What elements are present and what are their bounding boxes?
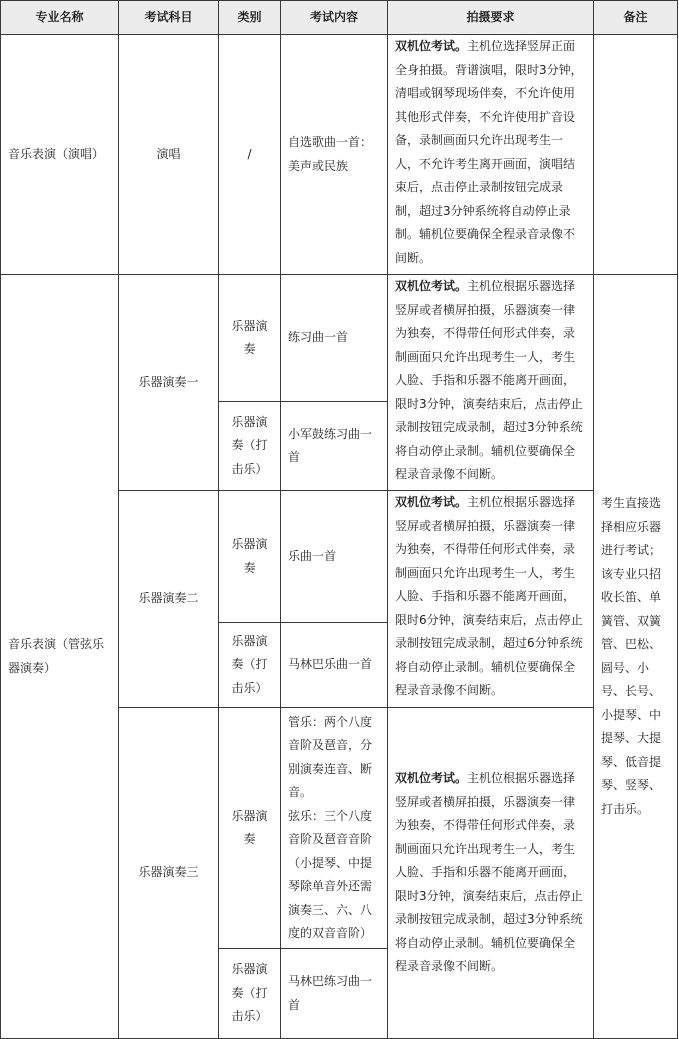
- section2-subject: 乐器演奏二: [119, 491, 219, 708]
- header-subject: 考试科目: [119, 1, 219, 35]
- section1-content-1: 练习曲一首: [281, 275, 388, 402]
- requirements-text: 主机位选择竖屏正面全身拍摄。背谱演唱，限时3分钟，清唱或钢琴现场伴奏，不允许使用其他形式伴奏，不允许使用扩音设备，录制画面只允许出现考生一人，不允许考生离开画面，演唱结束后，点击停止录制按钮完成录制，超过3分钟系统将自动停止录制。辅机位要确保全程录音录像不间断。: [395, 39, 583, 265]
- section1-requirements: [388, 275, 594, 491]
- section3-content-2: 马林巴练习曲一首: [281, 949, 388, 1039]
- requirements-lead: 双机位考试。: [395, 39, 468, 53]
- content-line-winds: 管乐：两个八度音阶及琶音，分别演奏连音、断音。: [288, 714, 373, 799]
- section1-content-2: 小军鼓练习曲一首: [281, 402, 388, 491]
- requirements-lead: 双机位考试。: [395, 495, 468, 509]
- table-row: [1, 275, 678, 402]
- section1-subject: 乐器演奏一: [119, 275, 219, 491]
- instrument-major: 音乐表演（管弦乐器演奏）: [1, 275, 119, 1039]
- section1-category-1: 乐器演奏: [219, 275, 281, 402]
- vocal-major: 音乐表演（演唱）: [1, 35, 119, 275]
- section2-category-2: 乐器演奏（打击乐）: [219, 623, 281, 708]
- instrument-notes: 考生直接选择相应乐器进行考试；该专业只招收长笛、单簧管、双簧管、巴松、圆号、小号、长号、小提琴、中提琴、大提琴、低音提琴、竖琴、打击乐。: [594, 275, 678, 1039]
- section2-category-1: 乐器演奏: [219, 491, 281, 623]
- table-row: [1, 35, 678, 275]
- section3-category-1: 乐器演奏: [219, 708, 281, 949]
- header-category: 类别: [219, 1, 281, 35]
- section3-content-1: [281, 708, 388, 949]
- header-row: [1, 1, 678, 35]
- content-line-strings: 弦乐：三个八度音阶及琶音音阶（小提琴、中提琴除单音外还需演奏三、六、八度的双音音阶）: [288, 808, 373, 940]
- section2-content-2: 马林巴乐曲一首: [281, 623, 388, 708]
- requirements-text: 主机位根据乐器选择竖屏或者横屏拍摄，乐器演奏一律为独奏，不得带任何形式伴奏，录制画面只允许出现考生一人，考生人脸、手指和乐器不能离开画面，限时3分钟，演奏结束后，点击停止录制按钮完成录制，超过3分钟系统将自动停止录制。辅机位要确保全程录音录像不间断。: [395, 279, 583, 481]
- header-shooting-requirements: 拍摄要求: [388, 1, 594, 35]
- header-major: 专业名称: [1, 1, 119, 35]
- section2-requirements: [388, 491, 594, 708]
- vocal-category: /: [219, 35, 281, 275]
- requirements-lead: 双机位考试。: [395, 771, 468, 786]
- section3-category-2: 乐器演奏（打击乐）: [219, 949, 281, 1039]
- vocal-notes: [594, 35, 678, 275]
- section3-requirements: [388, 708, 594, 1039]
- requirements-text: 主机位根据乐器选择竖屏或者横屏拍摄，乐器演奏一律为独奏，不得带任何形式伴奏，录制画面只允许出现考生一人，考生人脸、手指和乐器不能离开画面，限时6分钟，演奏结束后，点击停止录制按钮完成录制，超过6分钟系统将自动停止录制。辅机位要确保全程录音录像不间断。: [395, 495, 583, 697]
- requirements-lead: 双机位考试。: [395, 279, 468, 293]
- section3-subject: 乐器演奏三: [119, 708, 219, 1039]
- vocal-content: 自选歌曲一首：美声或民族: [281, 35, 388, 275]
- header-notes: 备注: [594, 1, 678, 35]
- vocal-requirements: [388, 35, 594, 275]
- section1-category-2: 乐器演奏（打击乐）: [219, 402, 281, 491]
- header-content: 考试内容: [281, 1, 388, 35]
- requirements-text: 主机位根据乐器选择竖屏或者横屏拍摄，乐器演奏一律为独奏，不得带任何形式伴奏，录制画面只允许出现考生一人，考生人脸、手指和乐器不能离开画面，限时3分钟，演奏结束后，点击停止录制按钮完成录制，超过3分钟系统将自动停止录制。辅机位要确保全程录音录像不间断。: [395, 771, 583, 974]
- section2-content-1: 乐曲一首: [281, 491, 388, 623]
- vocal-subject: 演唱: [119, 35, 219, 275]
